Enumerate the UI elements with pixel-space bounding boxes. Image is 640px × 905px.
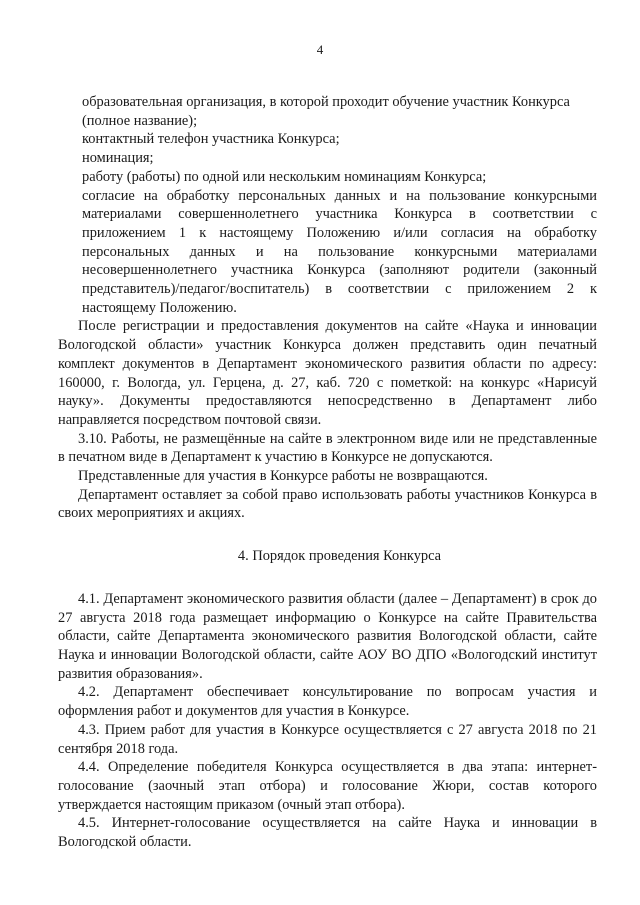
clause-4-4: 4.4. Определение победителя Конкурса осуществляется в два этапа: интернет-голосование (заочный этап отбора) и голосование Жюри, состав которого утверждается настоящим приказом (очный этап отбора).: [58, 759, 597, 813]
section-heading: 4. Порядок проведения Конкурса: [237, 548, 442, 565]
clause-4-2: 4.2. Департамент обеспечивает консультирование по вопросам участия и оформления работ и документов для участия в Конкурсе.: [58, 684, 597, 720]
paragraph-registration: После регистрации и предоставления документов на сайте «Наука и инновации Вологодской области» участник Конкурса должен представить один печатный комплект документов в Департамент экономического развития области по адресу: 160000, г. Вологда, ул. Герцена, д. 27, каб. 720 с пометкой: на конкурс «Нарисуй науку». Документы предоставляются непосредственно в Департамент либо направляется посредством почтовой связи.: [58, 318, 597, 428]
document-body: [58, 93, 597, 852]
list-item-full-name-note: (полное название);: [82, 112, 198, 129]
paragraph-consent: согласие на обработку персональных данных и на пользование конкурсными материалами совершеннолетнего участника Конкурса в соответствии с приложением 1 к настоящему Положению и/или согласия на обработку персональных данных и на пользование конкурсными материалами несовершеннолетнего участника Конкурса (заполняют родители (законный представитель)/педагог/воспитатель) в соответствии с приложением 2 к настоящему Положению.: [82, 187, 597, 316]
list-item-organization: образовательная организация, в которой проходит обучение участник Конкурса: [82, 94, 570, 110]
paragraph-rights: Департамент оставляет за собой право использовать работы участников Конкурса в своих мероприятиях и акциях.: [58, 486, 597, 522]
list-item-works: работу (работы) по одной или нескольким номинациям Конкурса;: [82, 168, 487, 185]
clause-3-10: 3.10. Работы, не размещённые на сайте в электронном виде или не представленные в печатном виде в Департамент к участию в Конкурсе не допускаются.: [58, 430, 597, 466]
paragraph-not-returned: Представленные для участия в Конкурсе работы не возвращаются.: [78, 468, 488, 485]
page-number: 4: [316, 42, 324, 57]
clause-4-3: 4.3. Прием работ для участия в Конкурсе осуществляется с 27 августа 2018 по 21 сентября 2018 года.: [58, 721, 597, 757]
list-item-phone: контактный телефон участника Конкурса;: [82, 131, 340, 148]
clause-4-5: 4.5. Интернет-голосование осуществляется на сайте Наука и инновации в Вологодской области.: [58, 815, 597, 851]
clause-4-1: 4.1. Департамент экономического развития области (далее – Департамент) в срок до 27 августа 2018 года размещает информацию о Конкурсе на сайте Правительства области, сайте Департамента экономического развития Вологодской области, сайте Наука и инновации Вологодской области, сайте АОУ ВО ДПО «Вологодский институт развития образования».: [58, 590, 597, 682]
list-item-nomination: номинация;: [82, 150, 154, 167]
